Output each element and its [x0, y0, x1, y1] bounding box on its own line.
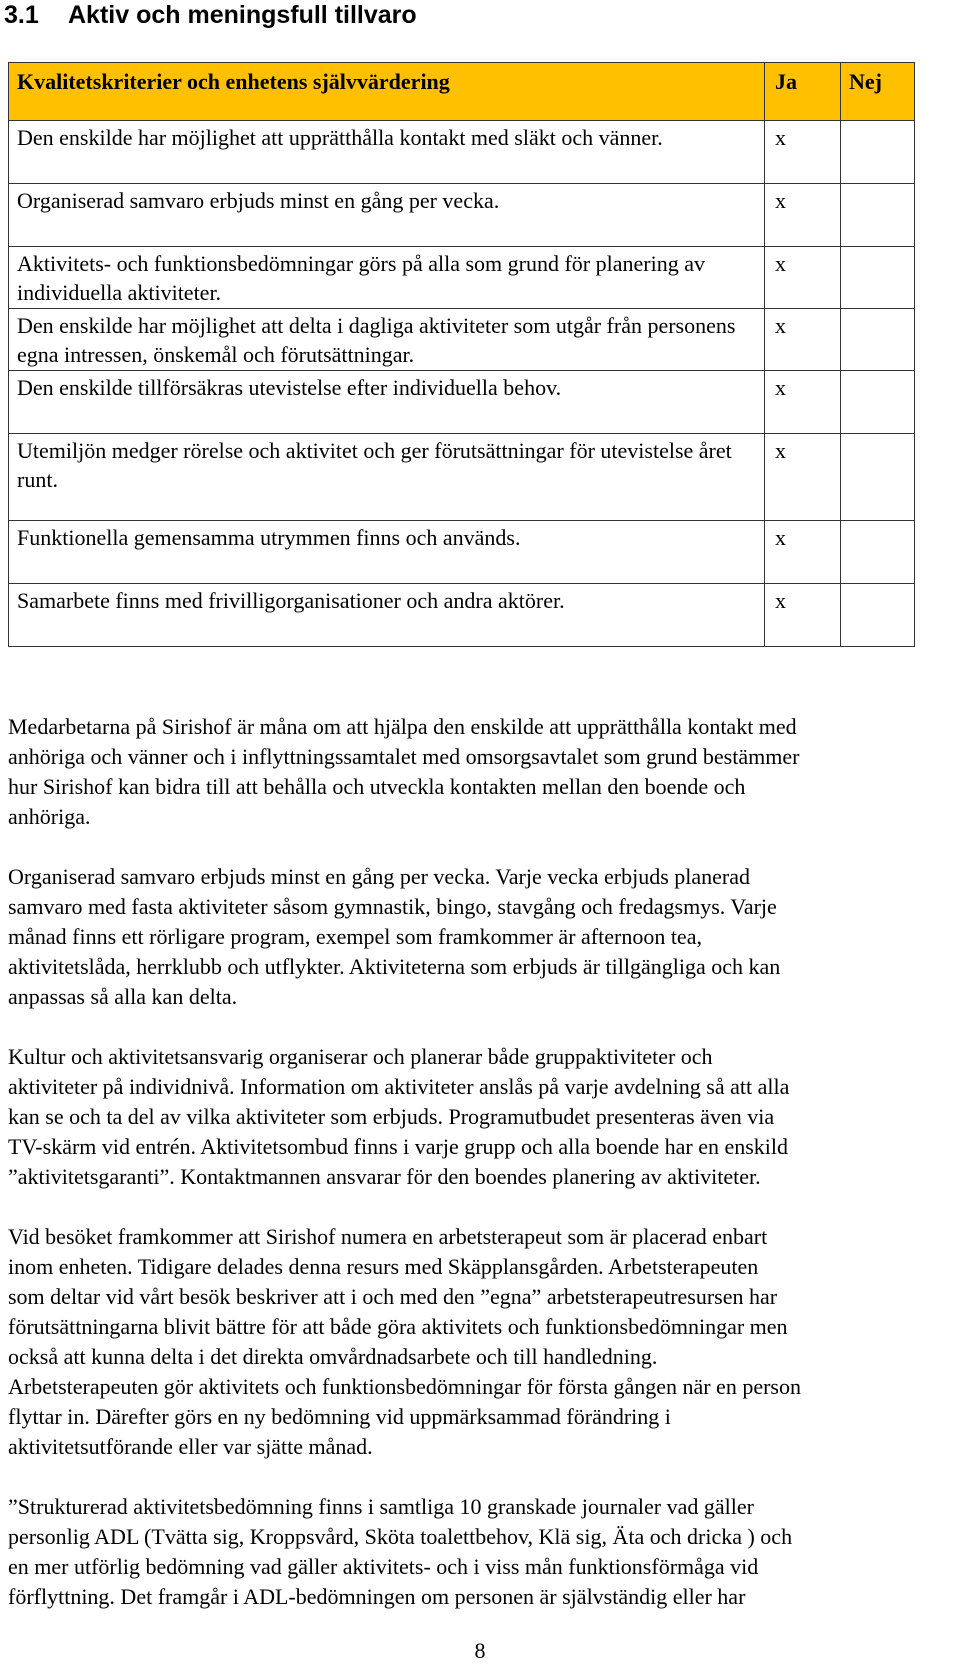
criteria-header: Kvalitetskriterier och enhetens självvärdering [9, 63, 765, 121]
paragraph-organized-activities: Organiserad samvaro erbjuds minst en gång per vecka. Varje vecka erbjuds planerad samvaro med fasta aktiviteter såsom gymnastik, bingo, stavgång och fredagsmys. Varje månad finns ett rörligare program, exempel som framkommer är afternoon tea, aktivitetslåda, herrklubb och utflykter. Aktiviteterna som erbjuds är tillgängliga och kan anpassas så alla kan delta. [8, 864, 781, 1009]
nej-cell [841, 121, 915, 184]
section-title: Aktiv och meningsfull tillvaro [68, 1, 417, 29]
ja-cell: x [765, 247, 841, 309]
table-row [9, 371, 915, 434]
nej-cell [841, 371, 915, 434]
nej-cell [841, 584, 915, 647]
criteria-cell: Utemiljön medger rörelse och aktivitet och ger förutsättningar för utevistelse året runt. [9, 434, 765, 521]
ja-header: Ja [765, 63, 841, 121]
nej-header: Nej [841, 63, 915, 121]
ja-cell: x [765, 184, 841, 247]
table-row [9, 309, 915, 371]
criteria-cell: Funktionella gemensamma utrymmen finns och används. [9, 521, 765, 584]
table-row [9, 121, 915, 184]
body-text [8, 712, 958, 1642]
nej-cell [841, 521, 915, 584]
section-number: 3.1 [4, 1, 39, 29]
ja-cell: x [765, 309, 841, 371]
nej-cell [841, 434, 915, 521]
section-heading [4, 0, 417, 30]
ja-cell: x [765, 521, 841, 584]
ja-cell: x [765, 121, 841, 184]
table-header-row [9, 63, 915, 121]
paragraph-culture-activities: Kultur och aktivitetsansvarig organiserar och planerar både gruppaktiviteter och aktiviteter på individnivå. Information om aktiviteter anslås på varje avdelning så att alla kan se och ta del av vilka aktiviteter som erbjuds. Programutbudet presenteras även via TV-skärm vid entrén. Aktivitetsombud finns i varje grupp och alla boende har en enskild ”aktivitetsgaranti”. Kontaktmannen ansvarar för den boendes planering av aktiviteter. [8, 1044, 790, 1189]
ja-cell: x [765, 371, 841, 434]
table-row [9, 247, 915, 309]
criteria-cell: Den enskilde tillförsäkras utevistelse efter individuella behov. [9, 371, 765, 434]
criteria-cell: Samarbete finns med frivilligorganisationer och andra aktörer. [9, 584, 765, 647]
table-row [9, 434, 915, 521]
ja-cell: x [765, 584, 841, 647]
paragraph-contact: Medarbetarna på Sirishof är måna om att hjälpa den enskilde att upprätthålla kontakt med anhöriga och vänner och i inflyttningssamtalet med omsorgsavtalet som grund bestämmer hur Sirishof kan bidra till att behålla och utveckla kontakten mellan den boende och anhöriga. [8, 714, 800, 829]
table-row [9, 521, 915, 584]
table-row [9, 184, 915, 247]
criteria-cell: Organiserad samvaro erbjuds minst en gång per vecka. [9, 184, 765, 247]
page-number: 8 [474, 1638, 486, 1663]
paragraph-occupational-therapist: Vid besöket framkommer att Sirishof numera en arbetsterapeut som är placerad enbart inom enheten. Tidigare delades denna resurs med Skäpplansgården. Arbetsterapeuten som deltar vid vårt besök beskriver att i och med den ”egna” arbetsterapeutresursen har förutsättningarna blivit bättre för att både göra aktivitets och funktionsbedömningar men också att kunna delta i det direkta omvårdnadsarbete och till handledning. Arbetsterapeuten gör aktivitets och funktionsbedömningar för första gången när en person flyttar in. Därefter görs en ny bedömning vid uppmärksammad förändring i aktivitetsutförande eller var sjätte månad. [8, 1224, 801, 1459]
criteria-cell: Den enskilde har möjlighet att upprätthålla kontakt med släkt och vänner. [9, 121, 765, 184]
criteria-cell: Aktivitets- och funktionsbedömningar görs på alla som grund för planering av individuella aktiviteter. [9, 247, 765, 309]
nej-cell [841, 247, 915, 309]
nej-cell [841, 309, 915, 371]
paragraph-assessment: ”Strukturerad aktivitetsbedömning finns i samtliga 10 granskade journaler vad gäller personlig ADL (Tvätta sig, Kroppsvård, Sköta toalettbehov, Klä sig, Äta och dricka ) och en mer utförlig bedömning vad gäller aktivitets- och i viss mån funktionsförmåga vid förflyttning. Det framgår i ADL-bedömningen om personen är självständig eller har [8, 1494, 793, 1609]
criteria-cell: Den enskilde har möjlighet att delta i dagliga aktiviteter som utgår från personens egna intressen, önskemål och förutsättningar. [9, 309, 765, 371]
table-row [9, 584, 915, 647]
nej-cell [841, 184, 915, 247]
criteria-table [8, 62, 915, 647]
ja-cell: x [765, 434, 841, 521]
